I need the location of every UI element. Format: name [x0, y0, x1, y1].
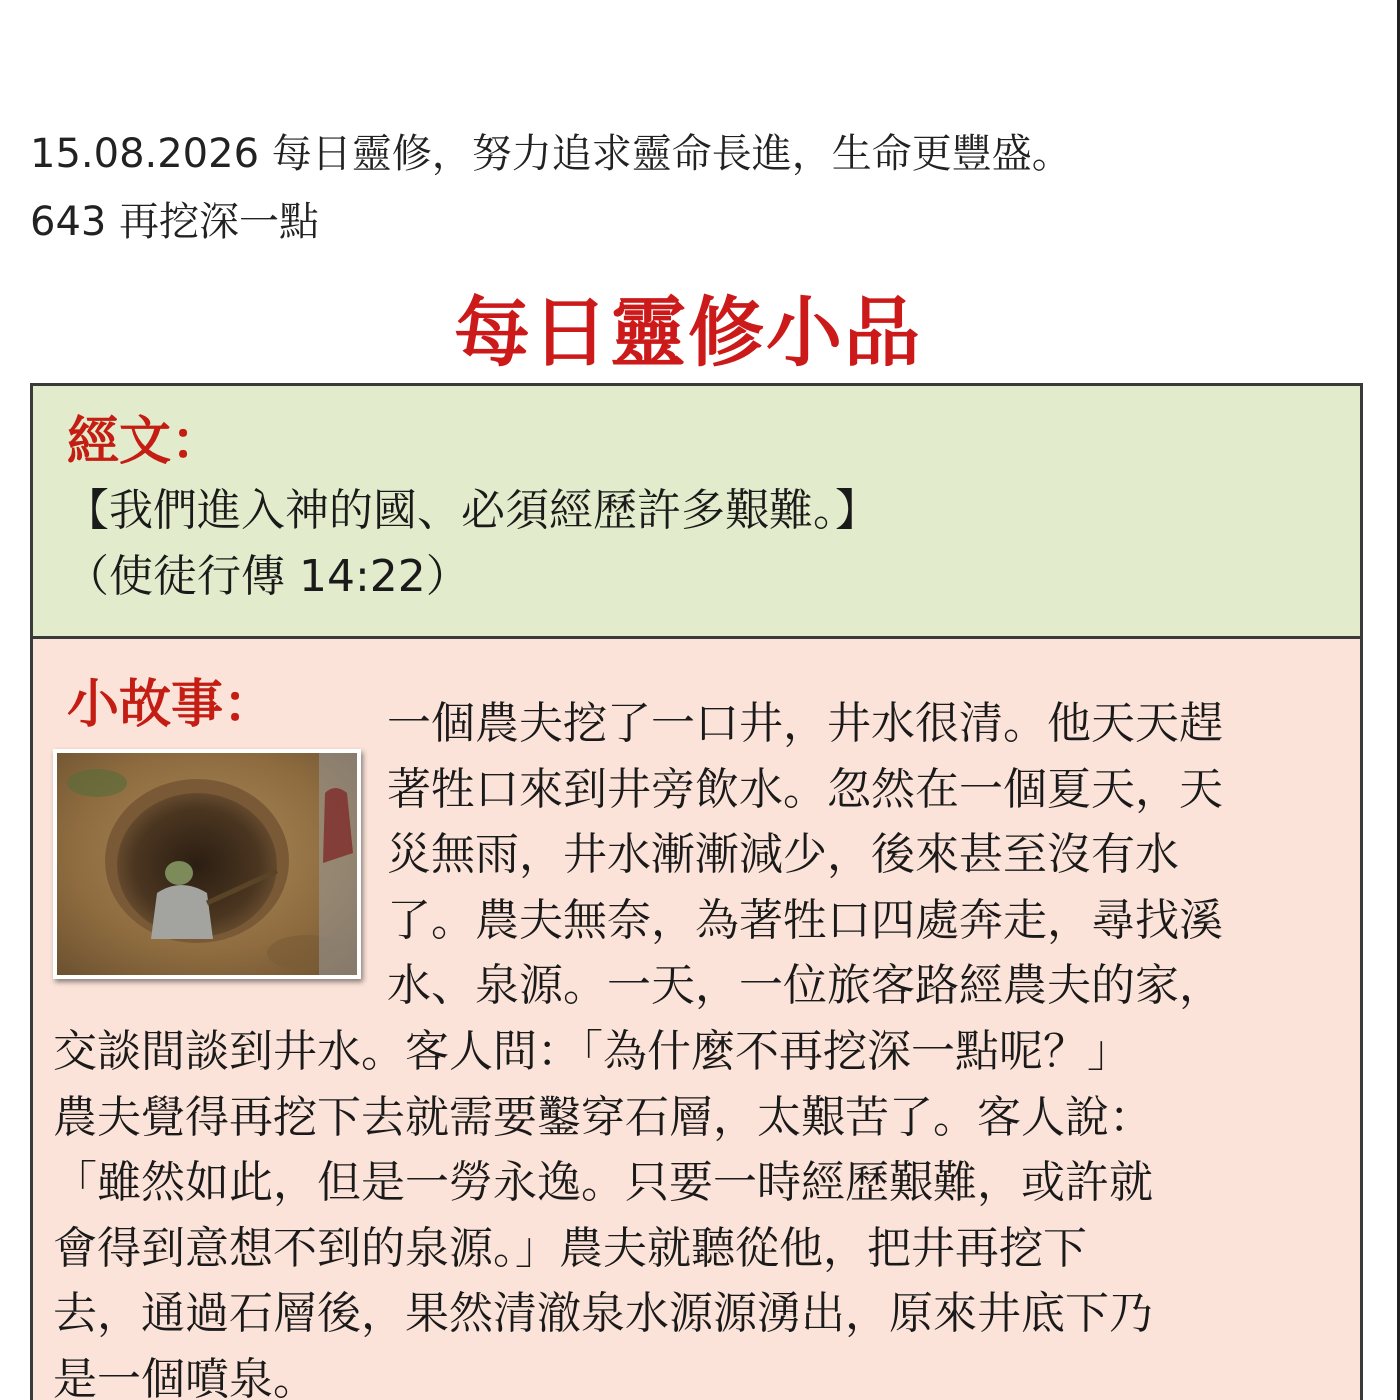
devotional-box — [30, 383, 1363, 1400]
story-line: 災無雨，井水漸漸減少，後來甚至沒有水 — [387, 829, 1179, 880]
story-text-full-width — [53, 1019, 1153, 1400]
story-line: 著牲口來到井旁飲水。忽然在一個夏天，天 — [387, 763, 1223, 815]
story-heading: 小故事： — [67, 675, 276, 735]
date-line: 15.08.2026 每日靈修，努力追求靈命長進，生命更豐盛。 — [30, 131, 1072, 177]
entry-title: 643 再挖深一點 — [30, 199, 320, 245]
story-line: 一個農夫挖了一口井，井水很清。他天天趕 — [387, 698, 1223, 749]
story-line: 農夫覺得再挖下去就需要鑿穿石層，太艱苦了。客人說： — [53, 1091, 1153, 1143]
well-digging-illustration — [57, 753, 357, 975]
story-line: 「雖然如此，但是一勞永逸。只要一時經歷艱難，或許就 — [53, 1157, 1153, 1208]
scripture-heading: 經文： — [67, 412, 224, 472]
story-line: 會得到意想不到的泉源。」農夫就聽從他，把井再挖下 — [53, 1222, 1087, 1274]
story-section — [33, 639, 1360, 1400]
story-line: 水、泉源。一天，一位旅客路經農夫的家， — [387, 960, 1223, 1011]
story-line: 去，通過石層後，果然清澈泉水源源湧出，原來井底下乃 — [53, 1288, 1153, 1339]
scripture-section — [33, 386, 1360, 639]
well-digging-photo — [53, 749, 361, 979]
story-line: 交談間談到井水。客人問：「為什麼不再挖深一點呢？」 — [53, 1026, 1131, 1077]
story-line: 是一個噴泉。 — [53, 1353, 317, 1400]
scripture-reference: （使徒行傳 14:22） — [65, 551, 470, 602]
scripture-verse: 【我們進入神的國、必須經歷許多艱難。】 — [65, 485, 879, 536]
main-title: 每日靈修小品 — [454, 288, 922, 377]
story-text-beside-photo — [387, 691, 1223, 1019]
story-line: 了。農夫無奈，為著牲口四處奔走，尋找溪 — [387, 894, 1223, 946]
